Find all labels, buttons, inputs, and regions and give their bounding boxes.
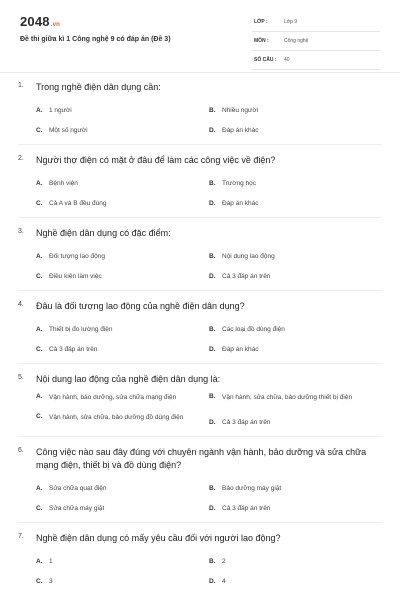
- page-header: [0, 0, 400, 72]
- option-letter: B.: [209, 326, 216, 333]
- answer-option[interactable]: [36, 100, 209, 120]
- option-text: Trường học: [222, 180, 257, 187]
- option-letter: B.: [209, 485, 216, 492]
- option-letter: C.: [36, 200, 43, 207]
- question-text: Đâu là đối tượng lao động của nghề điện dân dụng?: [36, 301, 245, 311]
- option-letter: D.: [209, 127, 216, 134]
- option-text: Cả 3 đáp án trên: [49, 346, 98, 353]
- option-letter: D.: [209, 200, 216, 207]
- question-item: [0, 151, 400, 218]
- answer-option[interactable]: [209, 246, 382, 266]
- question-number: 6.: [18, 447, 24, 454]
- option-text: Điều kiện làm việc: [49, 273, 102, 280]
- option-letter: D.: [209, 419, 216, 426]
- option-text: Sửa chữa quạt điện: [49, 485, 107, 492]
- question-text: Công việc nào sau đây đúng với chuyên ngành vận hành, bảo dưỡng và sửa chữa mạng điện, thiết bị và đồ dùng điện?: [36, 447, 367, 470]
- question-header: [18, 151, 382, 167]
- question-text: Người thợ điện có mặt ở đâu để làm các công việc về điện?: [36, 155, 276, 165]
- option-text: Vận hành, sửa chữa, bảo dưỡng đồ dùng điện: [49, 414, 184, 421]
- exam-title: Đề thi giữa kì 1 Công nghệ 9 có đáp án (Đề 3): [20, 36, 171, 43]
- answer-option[interactable]: [209, 100, 382, 120]
- answer-option[interactable]: [209, 551, 382, 571]
- answer-option[interactable]: [36, 319, 209, 339]
- site-logo[interactable]: [20, 14, 60, 29]
- meta-value: Lớp 9: [284, 19, 298, 25]
- option-letter: A.: [36, 107, 43, 114]
- question-number: 7.: [18, 533, 24, 540]
- answer-option[interactable]: [209, 173, 382, 193]
- option-letter: B.: [209, 107, 216, 114]
- option-text: Cả 3 đáp án trên: [222, 273, 271, 280]
- answer-option[interactable]: [209, 319, 382, 339]
- meta-row-count: [252, 53, 380, 70]
- option-letter: D.: [209, 578, 216, 585]
- option-text: Cả 3 đáp án trên: [222, 505, 271, 512]
- option-text: Cả A và B đều đúng: [49, 200, 107, 207]
- question-number: 1.: [18, 82, 24, 89]
- meta-value: Công nghệ: [284, 38, 309, 44]
- answer-option[interactable]: [36, 498, 209, 518]
- meta-row-class: [252, 15, 380, 32]
- answer-option[interactable]: [36, 173, 209, 193]
- header-divider: [0, 72, 400, 73]
- option-text: 4: [222, 578, 226, 585]
- logo-main: 2048: [20, 14, 50, 29]
- option-letter: C.: [36, 273, 43, 280]
- question-header: [18, 297, 382, 313]
- answer-option[interactable]: [209, 412, 382, 432]
- option-letter: C.: [36, 578, 43, 585]
- answer-option[interactable]: [209, 498, 382, 518]
- option-text: Bệnh viện: [49, 180, 78, 187]
- option-letter: B.: [209, 558, 216, 565]
- question-item: [0, 78, 400, 145]
- question-header: [18, 78, 382, 94]
- option-text: Sửa chữa máy giặt: [49, 505, 105, 512]
- option-letter: B.: [209, 253, 216, 260]
- question-header: [18, 224, 382, 240]
- question-item: [0, 443, 400, 523]
- option-letter: C.: [36, 346, 43, 353]
- question-divider: [18, 290, 382, 291]
- question-divider: [18, 217, 382, 218]
- question-item: [0, 224, 400, 291]
- option-text: Đáp án khác: [222, 346, 259, 353]
- option-letter: A.: [36, 180, 43, 187]
- answer-option[interactable]: [209, 339, 382, 359]
- option-letter: A.: [36, 485, 43, 492]
- option-letter: B.: [209, 180, 216, 187]
- question-number: 2.: [18, 155, 24, 162]
- option-letter: A.: [36, 393, 43, 400]
- answer-option[interactable]: [36, 193, 209, 213]
- answer-option[interactable]: [36, 339, 209, 359]
- option-letter: C.: [36, 505, 43, 512]
- question-number: 4.: [18, 301, 24, 308]
- answer-option[interactable]: [36, 551, 209, 571]
- option-text: Đối tượng lao động: [49, 253, 105, 260]
- logo-tld: .vn: [50, 22, 61, 28]
- option-letter: D.: [209, 505, 216, 512]
- option-text: 3: [49, 578, 53, 585]
- option-letter: D.: [209, 273, 216, 280]
- answer-options: [36, 319, 382, 359]
- answer-options: [36, 173, 382, 213]
- option-text: Nội dung lao động: [222, 253, 275, 260]
- answer-option[interactable]: [209, 193, 382, 213]
- option-text: Vận hành, bảo dưỡng, sửa chữa mạng điện: [49, 394, 177, 401]
- answer-option[interactable]: [209, 478, 382, 498]
- answer-option[interactable]: [36, 571, 209, 591]
- option-text: Đáp án khác: [222, 200, 259, 207]
- option-letter: A.: [36, 558, 43, 565]
- answer-option[interactable]: [209, 392, 382, 412]
- question-number: 3.: [18, 228, 24, 235]
- meta-label: SỐ CÂU :: [254, 57, 277, 63]
- exam-meta: [252, 15, 380, 72]
- question-header: [18, 370, 382, 386]
- meta-value: 40: [284, 57, 290, 63]
- answer-option[interactable]: [36, 246, 209, 266]
- option-text: Đáp án khác: [222, 127, 259, 134]
- answer-options: [36, 551, 382, 591]
- answer-option[interactable]: [209, 571, 382, 591]
- option-text: 1: [49, 558, 53, 565]
- question-list: [0, 78, 400, 591]
- answer-option[interactable]: [36, 478, 209, 498]
- question-text: Nghề điện dân dụng có đặc điểm:: [36, 228, 171, 238]
- option-text: Bảo dưỡng máy giặt: [222, 485, 282, 492]
- question-number: 5.: [18, 374, 24, 381]
- answer-option[interactable]: [209, 120, 382, 140]
- option-text: Cả 3 đáp án trên: [222, 419, 271, 426]
- question-divider: [18, 144, 382, 145]
- answer-options: [36, 100, 382, 140]
- option-text: 2: [222, 558, 226, 565]
- question-divider: [18, 363, 382, 364]
- option-letter: B.: [209, 393, 216, 400]
- question-item: [0, 370, 400, 437]
- question-item: [0, 529, 400, 591]
- answer-option[interactable]: [36, 412, 209, 432]
- meta-label: MÔN :: [254, 38, 269, 44]
- answer-option[interactable]: [36, 266, 209, 286]
- option-text: 1 người: [49, 107, 72, 114]
- question-text: Trong nghề điện dân dụng cần:: [36, 82, 161, 92]
- question-divider: [18, 436, 382, 437]
- answer-option[interactable]: [209, 266, 382, 286]
- option-letter: C.: [36, 413, 43, 420]
- question-item: [0, 297, 400, 364]
- answer-options: [36, 478, 382, 518]
- option-text: Vận hành, sửa chữa, bảo dưỡng thiết bị điện: [222, 394, 353, 401]
- option-letter: A.: [36, 326, 43, 333]
- option-letter: D.: [209, 346, 216, 353]
- option-text: Một số người: [49, 127, 88, 134]
- question-divider: [18, 522, 382, 523]
- option-text: Nhiều người: [222, 107, 259, 114]
- option-letter: C.: [36, 127, 43, 134]
- question-header: [18, 529, 382, 545]
- question-header: [18, 443, 382, 472]
- option-text: Thiết bị đo lường điện: [49, 326, 113, 333]
- option-letter: A.: [36, 253, 43, 260]
- question-text: Nội dung lao động của nghề điện dân dụng là:: [36, 374, 221, 384]
- question-text: Nghề điện dân dụng có mấy yêu cầu đối với người lao động?: [36, 533, 281, 543]
- meta-label: LỚP :: [254, 19, 268, 25]
- answer-option[interactable]: [36, 120, 209, 140]
- answer-option[interactable]: [36, 392, 209, 412]
- answer-options: [36, 392, 382, 432]
- option-text: Các loại đồ dùng điện: [222, 326, 285, 333]
- meta-row-subject: [252, 34, 380, 51]
- answer-options: [36, 246, 382, 286]
